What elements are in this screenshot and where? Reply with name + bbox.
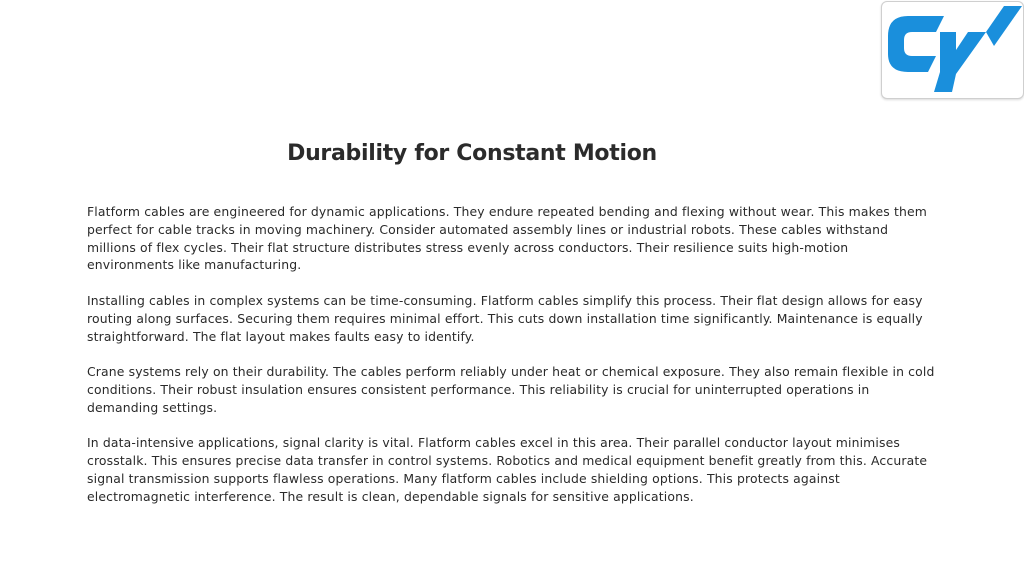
page-title: Durability for Constant Motion bbox=[287, 141, 657, 166]
company-logo-icon bbox=[882, 2, 1023, 98]
body-text bbox=[87, 203, 937, 523]
paragraph: Crane systems rely on their durability. The cables perform reliably under heat or chemical exposure. They also remain flexible in cold conditions. Their robust insulation ensures consistent performance. This reliability is crucial for uninterrupted operations in demanding settings. bbox=[87, 364, 935, 415]
paragraph: Installing cables in complex systems can be time-consuming. Flatform cables simplify this process. Their flat design allows for easy routing along surfaces. Securing them requires minimal effort. This cuts down installation time significantly. Maintenance is equally straightforward. The flat layout makes faults easy to identify. bbox=[87, 292, 923, 344]
company-logo bbox=[881, 1, 1024, 99]
paragraph: In data-intensive applications, signal clarity is vital. Flatform cables excel in this area. Their parallel conductor layout minimises crosstalk. This ensures precise data transfer in control systems. Robotics and medical equipment benefit greatly from this. Accurate signal transmission supports flawless operations. Many flatform cables include shielding options. This protects against electromagnetic interference. The result is clean, dependable signals for sensitive applications. bbox=[87, 435, 928, 504]
paragraph: Flatform cables are engineered for dynamic applications. They endure repeated bending and flexing without wear. This makes them perfect for cable tracks in moving machinery. Consider automated assembly lines or industrial robots. These cables withstand millions of flex cycles. Their flat structure distributes stress evenly across conductors. Their resilience suits high-motion environments like manufacturing. bbox=[87, 204, 927, 273]
